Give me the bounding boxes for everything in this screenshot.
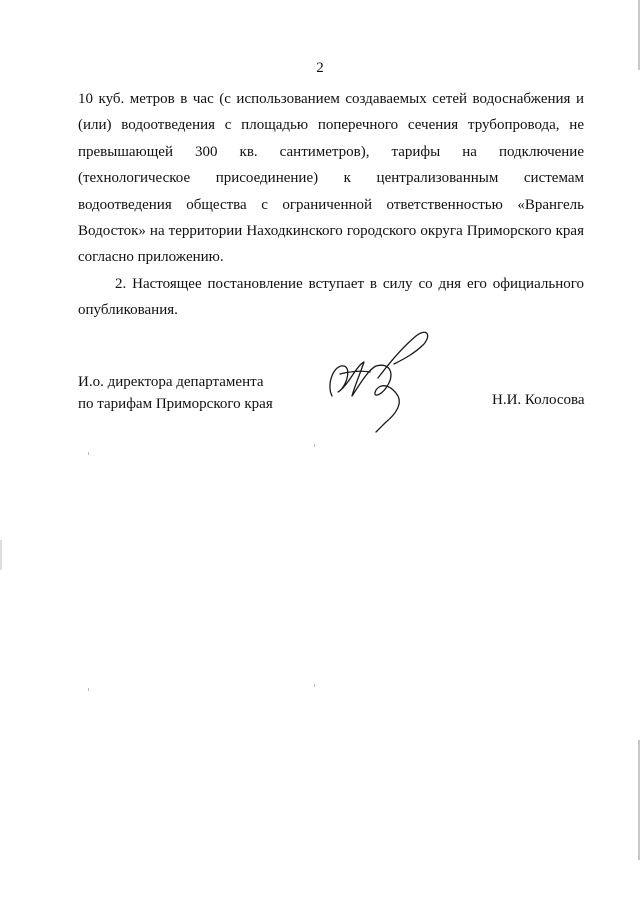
paragraph-effective-date: 2. Настоящее постановление вступает в силу со дня его официального опубликования. <box>78 275 584 319</box>
handwritten-signature <box>318 326 438 434</box>
signatory-name: Н.И. Колосова <box>492 392 585 408</box>
scan-speck <box>88 452 89 455</box>
signatory-position-line-1: И.о. директора департамента <box>78 374 264 390</box>
scan-speck <box>88 688 89 691</box>
scan-speck <box>314 684 315 687</box>
signatory-position <box>78 371 273 415</box>
paragraph-continuation: 10 куб. метров в час (с использованием создаваемых сетей водоснабжения и (или) водоотведения с площадью поперечного сечения трубопровода, не превышающей 300 кв. сантиметров), тарифы на подключение (технологическое присоединение) к централизованным системам водоотведения общества с ограниченной ответственностью «Врангель Водосток» на территории Находкинского городского округа Приморского края согласно приложению. <box>78 91 584 266</box>
page-number: 2 <box>316 60 324 76</box>
scan-speck <box>314 444 315 447</box>
signatory-position-line-2: по тарифам Приморского края <box>78 396 273 412</box>
scan-edge-mark <box>0 540 2 570</box>
document-body <box>78 86 584 324</box>
